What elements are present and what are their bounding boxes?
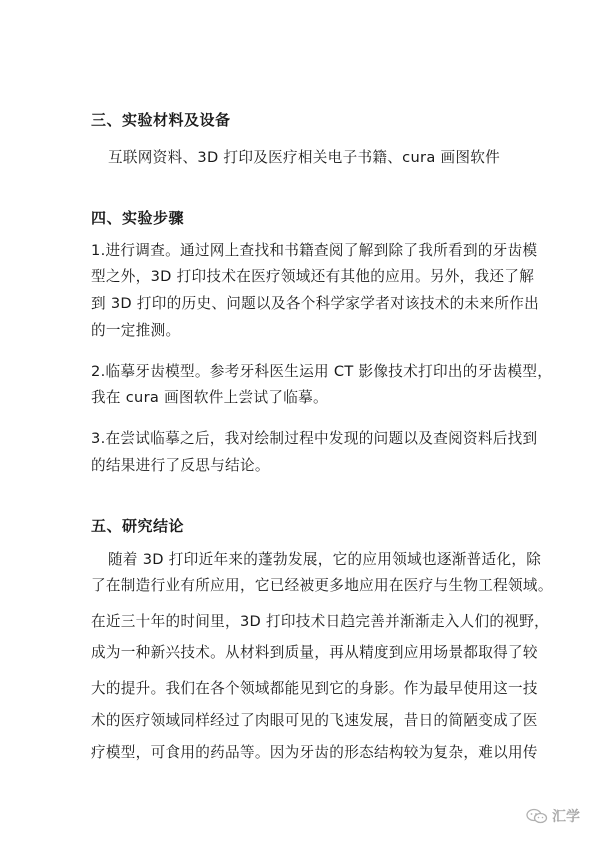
conclusion-line: 术的医疗领域同样经过了肉眼可见的飞速发展，昔日的简陋变成了医 (91, 712, 538, 729)
conclusion-line: 大的提升。我们在各个领域都能见到它的身影。作为最早使用这一技 (91, 680, 538, 697)
steps-line: 2.临摹牙齿模型。参考牙科医生运用 CT 影像技术打印出的牙齿模型， (91, 363, 553, 380)
steps-line: 3.在尝试临摹之后，我对绘制过程中发现的问题以及查阅资料后找到 (91, 430, 538, 447)
steps-line: 型之外，3D 打印技术在医疗领域还有其他的应用。另外，我还了解 (91, 268, 535, 285)
steps-line: 的结果进行了反思与结论。 (91, 457, 270, 474)
steps-line: 的一定推测。 (91, 322, 181, 339)
watermark (526, 806, 580, 826)
section-heading-conclusion: 五、研究结论 (91, 517, 185, 535)
section-heading-materials: 三、实验材料及设备 (91, 111, 231, 129)
wechat-icon (526, 808, 548, 824)
steps-line: 我在 cura 画图软件上尝试了临摹。 (91, 389, 328, 406)
steps-line: 到 3D 打印的历史、问题以及各个科学家学者对该技术的未来所作出 (91, 295, 540, 312)
conclusion-line: 在近三十年的时间里，3D 打印技术日趋完善并渐渐走入人们的视野， (91, 613, 549, 630)
steps-line: 1.进行调查。通过网上查找和书籍查阅了解到除了我所看到的牙齿模 (91, 242, 538, 259)
watermark-text: 汇学 (552, 809, 580, 825)
conclusion-line: 了在制造行业有所应用，它已经被更多地应用在医疗与生物工程领域。 (91, 577, 553, 594)
section-heading-steps: 四、实验步骤 (91, 209, 185, 227)
conclusion-line: 成为一种新兴技术。从材料到质量，再从精度到应用场景都取得了较 (91, 644, 538, 661)
conclusion-line: 疗模型，可食用的药品等。因为牙齿的形态结构较为复杂，难以用传 (91, 744, 538, 761)
conclusion-line: 随着 3D 打印近年来的蓬勃发展，它的应用领域也逐渐普适化，除 (108, 551, 542, 568)
materials-line: 互联网资料、3D 打印及医疗相关电子书籍、cura 画图软件 (108, 149, 501, 166)
